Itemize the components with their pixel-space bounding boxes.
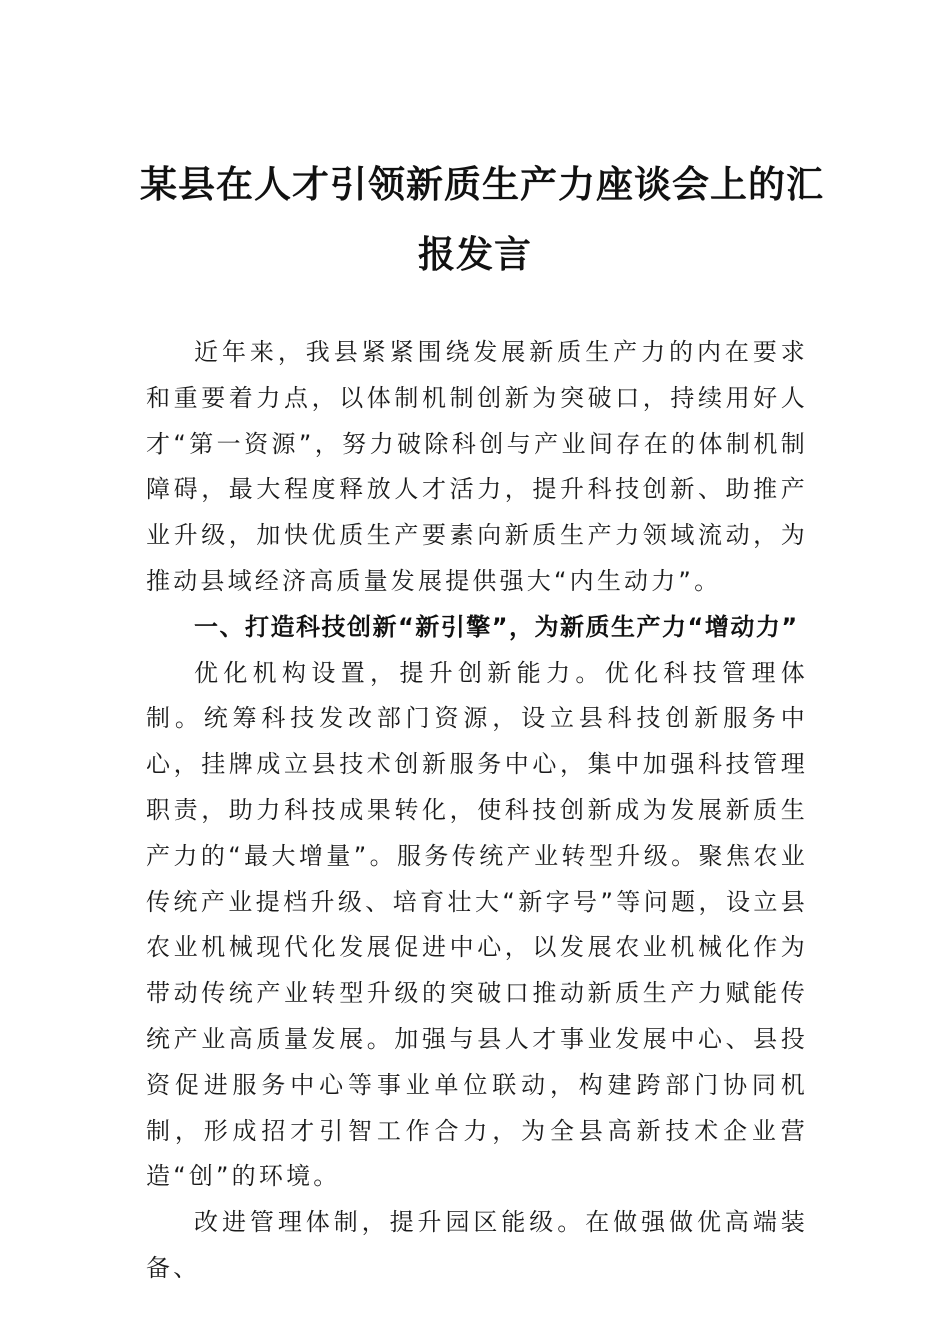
- section-1-paragraph-1: 优化机构设置，提升创新能力。优化科技管理体制。统筹科技发改部门资源，设立县科技创新服务中心，挂牌成立县技术创新服务中心，集中加强科技管理职责，助力科技成果转化，使科技创新成为发展新质生产力的“最大增量”。服务传统产业转型升级。聚焦农业传统产业提档升级、培育壮大“新字号”等问题，设立县农业机械现代化发展促进中心，以发展农业机械化作为带动传统产业转型升级的突破口推动新质生产力赋能传统产业高质量发展。加强与县人才事业发展中心、县投资促进服务中心等事业单位联动，构建跨部门协同机制，形成招才引智工作合力，为全县高新技术企业营造“创”的环境。: [146, 658, 808, 1191]
- intro-paragraph: 近年来，我县紧紧围绕发展新质生产力的内在要求和重要着力点，以体制机制创新为突破口，持续用好人才“第一资源”，努力破除科创与产业间存在的体制机制障碍，最大程度释放人才活力，提升科技创新、助推产业升级，加快优质生产要素向新质生产力领域流动，为推动县域经济高质量发展提供强大“内生动力”。: [146, 338, 808, 595]
- document-title-line-2: 报发言: [418, 232, 532, 276]
- document-body: [146, 330, 808, 1292]
- section-heading-1: 一、打造科技创新“新引擎”，为新质生产力“增动力”: [194, 612, 799, 641]
- document-title-line-1: 某县在人才引领新质生产力座谈会上的汇: [140, 162, 824, 206]
- section-1-paragraph-2: 改进管理体制，提升园区能级。在做强做优高端装备、: [146, 1208, 808, 1282]
